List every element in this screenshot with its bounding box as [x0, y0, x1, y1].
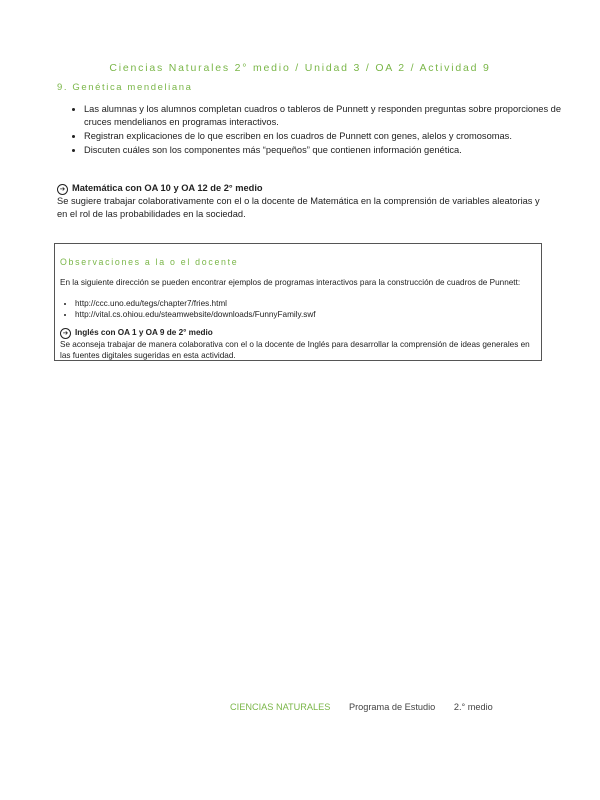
link-item[interactable]: • http://ccc.uno.edu/tegs/chapter7/fries.html: [75, 298, 542, 309]
activity-bullet-list: [57, 103, 570, 158]
section-title: 9. Genética mendeliana: [57, 82, 193, 93]
observations-title: Observaciones a la o el docente: [60, 257, 239, 267]
observations-box: [54, 243, 542, 361]
footer-program: Programa de Estudio: [348, 702, 436, 712]
link-item[interactable]: • http://vital.cs.ohiou.edu/steamwebsite/downloads/FunnyFamily.swf: [75, 309, 542, 320]
circled-arrow-icon: ➔: [57, 184, 68, 195]
link-list: [60, 298, 542, 320]
footer-level: 2.° medio: [453, 702, 493, 712]
english-heading: [60, 328, 213, 339]
page-header: Ciencias Naturales 2° medio / Unidad 3 / OA 2 / Actividad 9: [109, 62, 491, 74]
math-text: Se sugiere trabajar colaborativamente con el o la docente de Matemática en la comprensión de variables aleatorias y en el rol de las probabilidades en la sociedad.: [57, 196, 540, 219]
english-text: Se aconseja trabajar de manera colaborativa con el o la docente de Inglés para desarrollar la comprensión de ideas generales en las fuentes digitales sugeridas en esta actividad.: [60, 340, 530, 360]
page-footer: [230, 702, 509, 712]
circled-arrow-icon: ➔: [60, 328, 71, 339]
bullet-item: • Registran explicaciones de lo que escriben en los cuadros de Punnett con genes, alelos y cromosomas.: [84, 130, 570, 143]
footer-subject: CIENCIAS NATURALES: [230, 702, 331, 712]
math-heading: [57, 183, 543, 195]
math-heading-text: Matemática con OA 10 y OA 12 de 2° medio: [72, 183, 263, 193]
bullet-item: • Discuten cuáles son los componentes más “pequeños” que contienen información genética.: [84, 144, 570, 157]
bullet-item: • Las alumnas y los alumnos completan cuadros o tableros de Punnett y responden preguntas sobre proporciones de cruces mendelianos en programas interactivos.: [84, 103, 570, 128]
english-heading-text: Inglés con OA 1 y OA 9 de 2° medio: [75, 328, 213, 337]
observations-intro: En la siguiente dirección se pueden encontrar ejemplos de programas interactivos para la construcción de cuadros de Punnett:: [60, 278, 521, 287]
